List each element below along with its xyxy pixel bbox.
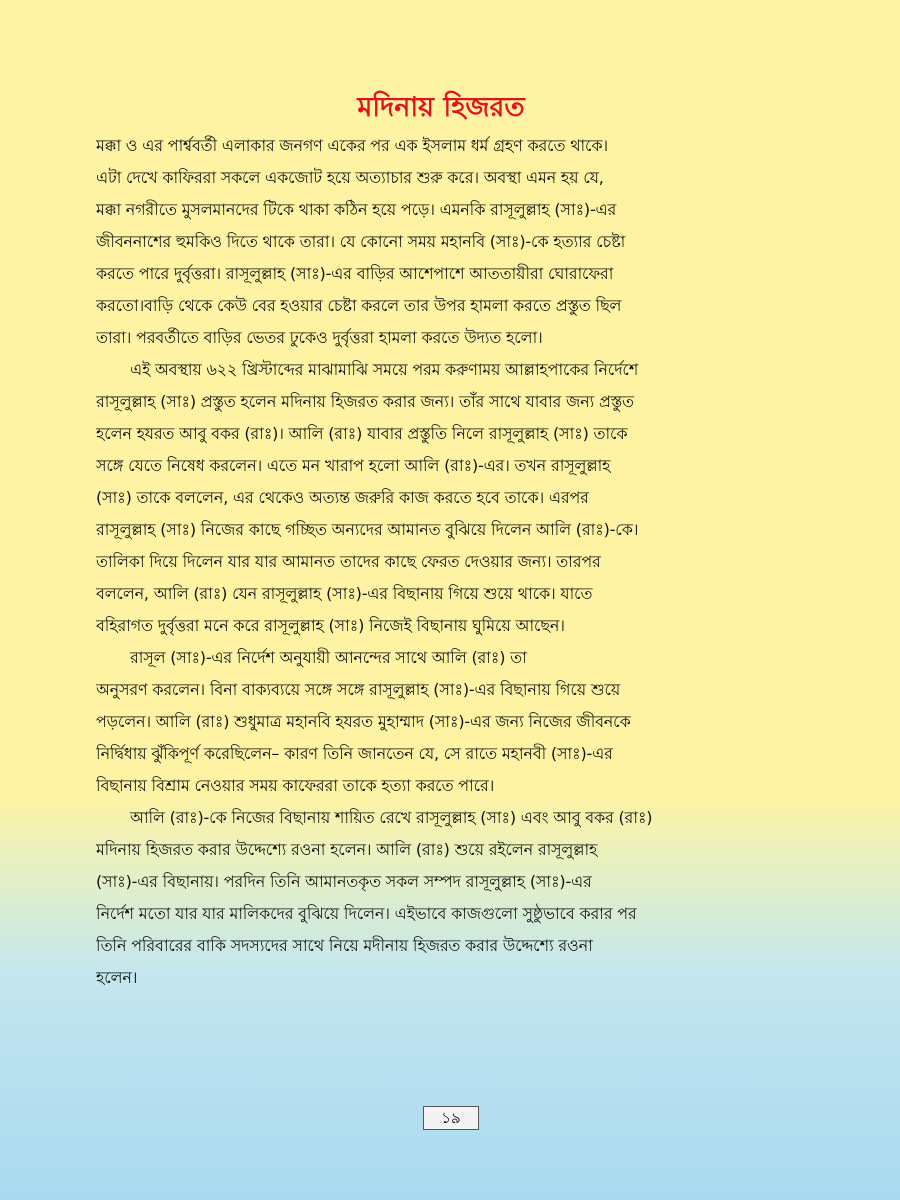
text-line: নির্দ্বিধায় ঝুঁকিপূর্ণ করেছিলেন– কারণ তিনি জানতেন যে, সে রাতে মহানবী (সাঃ)-এর: [96, 744, 613, 763]
page-body: [96, 92, 786, 994]
text-line: বললেন, আলি (রাঃ) যেন রাসূলুল্লাহ (সাঃ)-এর বিছানায় গিয়ে শুয়ে থাকে। যাতে: [96, 584, 593, 603]
text-line: তারা। পরবর্তীতে বাড়ির ভেতর ঢুকেও দুর্বৃত্তরা হামলা করতে উদ্যত হলো।: [96, 328, 543, 347]
text-line: মদিনায় হিজরত করার উদ্দেশ্যে রওনা হলেন। আলি (রাঃ) শুয়ে রইলেন রাসূলুল্লাহ: [96, 840, 598, 859]
text-line: বিছানায় বিশ্রাম নেওয়ার সময় কাফেররা তাকে হত্যা করতে পারে।: [96, 776, 495, 795]
text-line: বহিরাগত দুর্বৃত্তরা মনে করে রাসূলুল্লাহ (সাঃ) নিজেই বিছানায় ঘুমিয়ে আছেন।: [96, 616, 565, 635]
text-line: জীবননাশের হুমকিও দিতে থাকে তারা। যে কোনো সময় মহানবি (সাঃ)-কে হত্যার চেষ্টা: [96, 232, 626, 251]
text-line: মক্কা নগরীতে মুসলমানদের টিকে থাকা কঠিন হয়ে পড়ে। এমনকি রাসূলুল্লাহ (সাঃ)-এর: [96, 200, 617, 219]
text-line: তিনি পরিবারের বাকি সদস্যদের সাথে নিয়ে মদীনায় হিজরত করার উদ্দেশ্যে রওনা: [96, 936, 593, 955]
text-line: (সাঃ) তাকে বললেন, এর থেকেও অত্যন্ত জরুরি কাজ করতে হবে তাকে। এরপর: [96, 488, 589, 507]
page-title: মদিনায় হিজরত: [357, 92, 525, 123]
text-line: মক্কা ও এর পার্শ্ববর্তী এলাকার জনগণ একের পর এক ইসলাম ধর্ম গ্রহণ করতে থাকে।: [96, 136, 608, 155]
text-line: তালিকা দিয়ে দিলেন যার যার আমানত তাদের কাছে ফেরত দেওয়ার জন্য। তারপর: [96, 552, 601, 571]
text-line: এটা দেখে কাফিররা সকলে একজোট হয়ে অত্যাচার শুরু করে। অবস্থা এমন হয় যে,: [96, 168, 604, 187]
text-line: (সাঃ)-এর বিছানায়। পরদিন তিনি আমানতকৃত সকল সম্পদ রাসূলুল্লাহ (সাঃ)-এর: [96, 872, 592, 891]
text-line: করতে পারে দুর্বৃত্তরা। রাসূলুল্লাহ (সাঃ)-এর বাড়ির আশেপাশে আততায়ীরা ঘোরাফেরা: [96, 264, 614, 283]
paragraph-1: [96, 130, 786, 354]
paragraph-2: [96, 354, 786, 642]
text-line: করতো।বাড়ি থেকে কেউ বের হওয়ার চেষ্টা করলে তার উপর হামলা করতে প্রস্তুত ছিল: [96, 296, 622, 315]
text-line: এই অবস্থায় ৬২২ খ্রিস্টাব্দের মাঝামাঝি সময়ে পরম করুণাময় আল্লাহপাকের নির্দেশে: [130, 360, 639, 379]
paragraph-3: [96, 642, 786, 802]
text-line: অনুসরণ করলেন। বিনা বাক্যব্যয়ে সঙ্গে সঙ্গে রাসূলুল্লাহ (সাঃ)-এর বিছানায় গিয়ে শুয়ে: [96, 680, 621, 699]
text-line: আলি (রাঃ)-কে নিজের বিছানায় শায়িত রেখে রাসূলুল্লাহ (সাঃ) এবং আবু বকর (রাঃ): [130, 808, 653, 827]
text-line: পড়লেন। আলি (রাঃ) শুধুমাত্র মহানবি হযরত মুহাম্মাদ (সাঃ)-এর জন্য নিজের জীবনকে: [96, 712, 631, 731]
text-line: হলেন হযরত আবু বকর (রাঃ)। আলি (রাঃ) যাবার প্রস্তুতি নিলে রাসূলুল্লাহ (সাঃ) তাকে: [96, 424, 628, 443]
text-line: রাসূলুল্লাহ (সাঃ) নিজের কাছে গচ্ছিত অন্যদের আমানত বুঝিয়ে দিলেন আলি (রাঃ)-কে।: [96, 520, 639, 539]
text-line: সঙ্গে যেতে নিষেধ করলেন। এতে মন খারাপ হলো আলি (রাঃ)-এর। তখন রাসূলুল্লাহ: [96, 456, 611, 475]
text-line: রাসূল (সাঃ)-এর নির্দেশ অনুযায়ী আনন্দের সাথে আলি (রাঃ) তা: [130, 648, 527, 667]
text-line: রাসূলুল্লাহ (সাঃ) প্রস্তুত হলেন মদিনায় হিজরত করার জন্য। তাঁর সাথে যাবার জন্য প্রস্তুত: [96, 392, 634, 411]
text-line: নির্দেশ মতো যার যার মালিকদের বুঝিয়ে দিলেন। এইভাবে কাজগুলো সুষ্ঠুভাবে করার পর: [96, 904, 637, 923]
text-line: হলেন।: [96, 968, 138, 987]
paragraph-4: [96, 802, 786, 994]
page-number: ১৯: [423, 1106, 479, 1130]
